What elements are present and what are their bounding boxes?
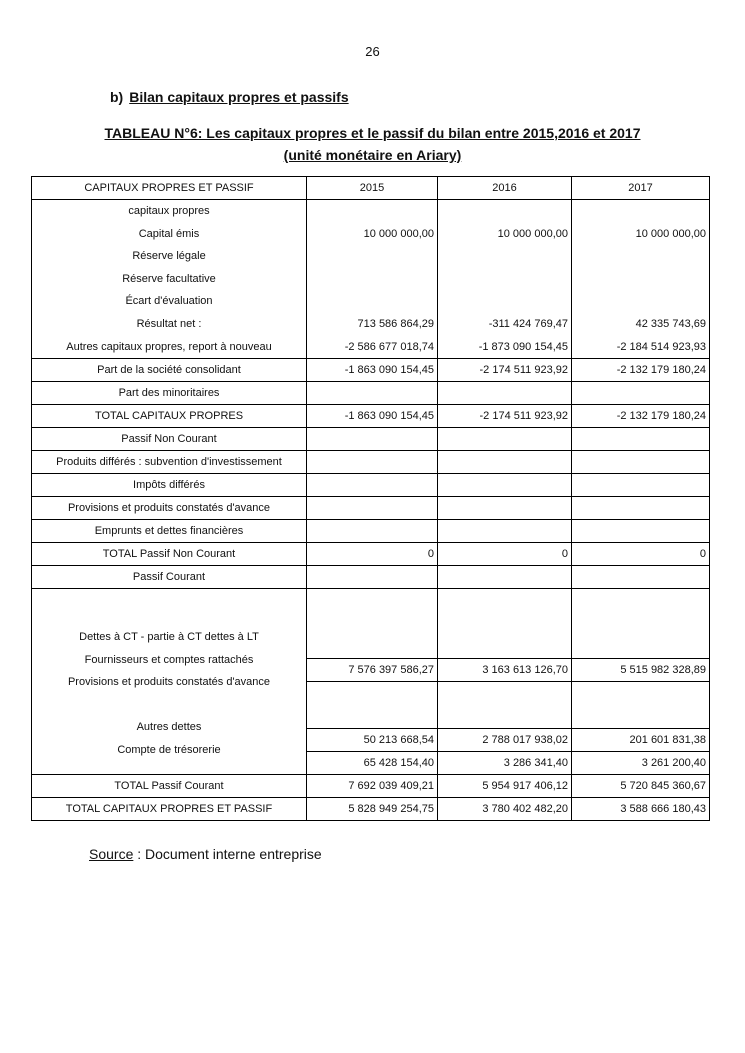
- value-cell: [310, 290, 434, 313]
- value-cell: 7 692 039 409,21: [307, 775, 438, 798]
- value-cell: 7 576 397 586,27: [307, 659, 438, 682]
- value-cell: 3 286 341,40: [438, 752, 572, 775]
- value-cell: [310, 200, 434, 223]
- section-marker: b): [110, 89, 124, 105]
- value-cell: [572, 474, 710, 497]
- value-cell: [438, 589, 572, 659]
- value-cell: [438, 566, 572, 589]
- courant-row-dettes-ct: [32, 589, 710, 659]
- row-label: Impôts différés: [32, 474, 307, 497]
- value-cell: -2 132 179 180,24: [572, 405, 710, 428]
- page-number: 26: [365, 44, 380, 59]
- capitaux-values-2017: [572, 200, 710, 359]
- table-row: [32, 520, 710, 543]
- row-label: Produits différés : subvention d'investissement: [32, 451, 307, 474]
- value-cell: 10 000 000,00: [363, 227, 434, 240]
- value-cell: -1 863 090 154,45: [307, 405, 438, 428]
- capitaux-values-2016: [438, 200, 572, 359]
- value-cell: -2 174 511 923,92: [438, 359, 572, 382]
- value-cell: 0: [438, 543, 572, 566]
- value-cell: -1 863 090 154,45: [307, 359, 438, 382]
- section-title: Bilan capitaux propres et passifs: [129, 89, 349, 105]
- row-label: capitaux propres: [128, 205, 210, 217]
- source-note: [89, 846, 322, 862]
- value-cell: 3 780 402 482,20: [438, 798, 572, 821]
- value-cell: [438, 520, 572, 543]
- courant-labels-cell: [32, 589, 307, 775]
- value-cell: [575, 200, 706, 223]
- row-label: Part des minoritaires: [32, 382, 307, 405]
- value-cell: 5 954 917 406,12: [438, 775, 572, 798]
- value-cell: -2 174 511 923,92: [438, 405, 572, 428]
- value-cell: [307, 474, 438, 497]
- value-cell: [307, 589, 438, 659]
- row-label: Passif Non Courant: [32, 428, 307, 451]
- row-label: TOTAL Passif Non Courant: [32, 543, 307, 566]
- value-cell: [572, 428, 710, 451]
- row-label: Part de la société consolidant: [32, 359, 307, 382]
- value-cell: 50 213 668,54: [307, 729, 438, 752]
- header-2015: 2015: [307, 177, 438, 200]
- row-label: Provisions et produits constatés d'avance: [32, 497, 307, 520]
- value-cell: 2 788 017 938,02: [438, 729, 572, 752]
- value-cell: [572, 451, 710, 474]
- value-cell: 3 261 200,40: [572, 752, 710, 775]
- value-cell: [572, 520, 710, 543]
- row-label: Écart d'évaluation: [125, 295, 213, 308]
- capitaux-labels-cell: [32, 200, 307, 359]
- value-cell: [575, 245, 706, 268]
- value-cell: [575, 268, 706, 291]
- table-row: [32, 405, 710, 428]
- table-title: TABLEAU N°6: Les capitaux propres et le passif du bilan entre 2015,2016 et 2017 (unité monétaire en Ariary): [104, 125, 641, 163]
- row-label: Autres dettes: [136, 720, 202, 733]
- value-cell: [307, 566, 438, 589]
- table-row: [32, 566, 710, 589]
- value-cell: [438, 497, 572, 520]
- row-label: TOTAL Passif Courant: [32, 775, 307, 798]
- row-label: Autres capitaux propres, report à nouveau: [66, 340, 272, 353]
- value-cell: [438, 451, 572, 474]
- capitaux-propres-block: [32, 200, 710, 359]
- row-label: Capital émis: [138, 227, 200, 240]
- value-cell: 713 586 864,29: [357, 317, 434, 330]
- value-cell: [572, 497, 710, 520]
- table-row: [32, 543, 710, 566]
- table-row: [32, 775, 710, 798]
- table-row: [32, 474, 710, 497]
- table-row: [32, 798, 710, 821]
- value-cell: 5 828 949 254,75: [307, 798, 438, 821]
- value-cell: [441, 268, 568, 291]
- row-label: Dettes à CT - partie à CT dettes à LT: [79, 631, 259, 644]
- value-cell: [307, 682, 438, 729]
- value-cell: -1 873 090 154,45: [478, 340, 568, 353]
- header-2016: 2016: [438, 177, 572, 200]
- row-label: Réserve légale: [132, 250, 206, 263]
- value-cell: [441, 245, 568, 268]
- value-cell: [307, 520, 438, 543]
- value-cell: [310, 245, 434, 268]
- table-row: [32, 428, 710, 451]
- row-label: Passif Courant: [32, 566, 307, 589]
- value-cell: 65 428 154,40: [307, 752, 438, 775]
- row-label: Résultat net :: [136, 317, 202, 330]
- value-cell: [307, 451, 438, 474]
- value-cell: 3 588 666 180,43: [572, 798, 710, 821]
- value-cell: [572, 682, 710, 729]
- value-cell: 0: [572, 543, 710, 566]
- value-cell: -2 132 179 180,24: [572, 359, 710, 382]
- value-cell: [307, 497, 438, 520]
- value-cell: [307, 428, 438, 451]
- value-cell: 5 720 845 360,67: [572, 775, 710, 798]
- value-cell: [307, 382, 438, 405]
- row-label: Emprunts et dettes financières: [32, 520, 307, 543]
- value-cell: [310, 268, 434, 291]
- value-cell: -2 184 514 923,93: [616, 340, 706, 353]
- value-cell: 201 601 831,38: [572, 729, 710, 752]
- value-cell: [438, 682, 572, 729]
- source-label: Source: [89, 846, 134, 862]
- value-cell: 10 000 000,00: [635, 227, 706, 240]
- table-header-row: [32, 177, 710, 200]
- value-cell: 10 000 000,00: [497, 227, 568, 240]
- table-row: [32, 497, 710, 520]
- value-cell: [438, 382, 572, 405]
- table-row: [32, 382, 710, 405]
- value-cell: 42 335 743,69: [635, 317, 706, 330]
- row-label: Fournisseurs et comptes rattachés: [84, 653, 254, 666]
- value-cell: [575, 290, 706, 313]
- balance-sheet-table: [31, 176, 710, 821]
- row-label: Provisions et produits constatés d'avance: [67, 676, 271, 689]
- value-cell: [572, 382, 710, 405]
- value-cell: -311 424 769,47: [488, 317, 568, 330]
- value-cell: [572, 589, 710, 659]
- row-label: Compte de trésorerie: [117, 743, 221, 756]
- value-cell: 3 163 613 126,70: [438, 659, 572, 682]
- value-cell: [572, 566, 710, 589]
- value-cell: [438, 428, 572, 451]
- value-cell: [441, 290, 568, 313]
- value-cell: 5 515 982 328,89: [572, 659, 710, 682]
- capitaux-values-2015: [307, 200, 438, 359]
- section-heading: [110, 89, 349, 105]
- row-label: TOTAL CAPITAUX PROPRES ET PASSIF: [32, 798, 307, 821]
- row-label: Réserve facultative: [122, 272, 216, 285]
- value-cell: [441, 200, 568, 223]
- header-2017: 2017: [572, 177, 710, 200]
- table-row: [32, 359, 710, 382]
- table-row: [32, 451, 710, 474]
- value-cell: [438, 474, 572, 497]
- header-label: CAPITAUX PROPRES ET PASSIF: [32, 177, 307, 200]
- value-cell: -2 586 677 018,74: [344, 340, 434, 353]
- value-cell: 0: [307, 543, 438, 566]
- row-label: TOTAL CAPITAUX PROPRES: [32, 405, 307, 428]
- source-text: : Document interne entreprise: [133, 846, 322, 862]
